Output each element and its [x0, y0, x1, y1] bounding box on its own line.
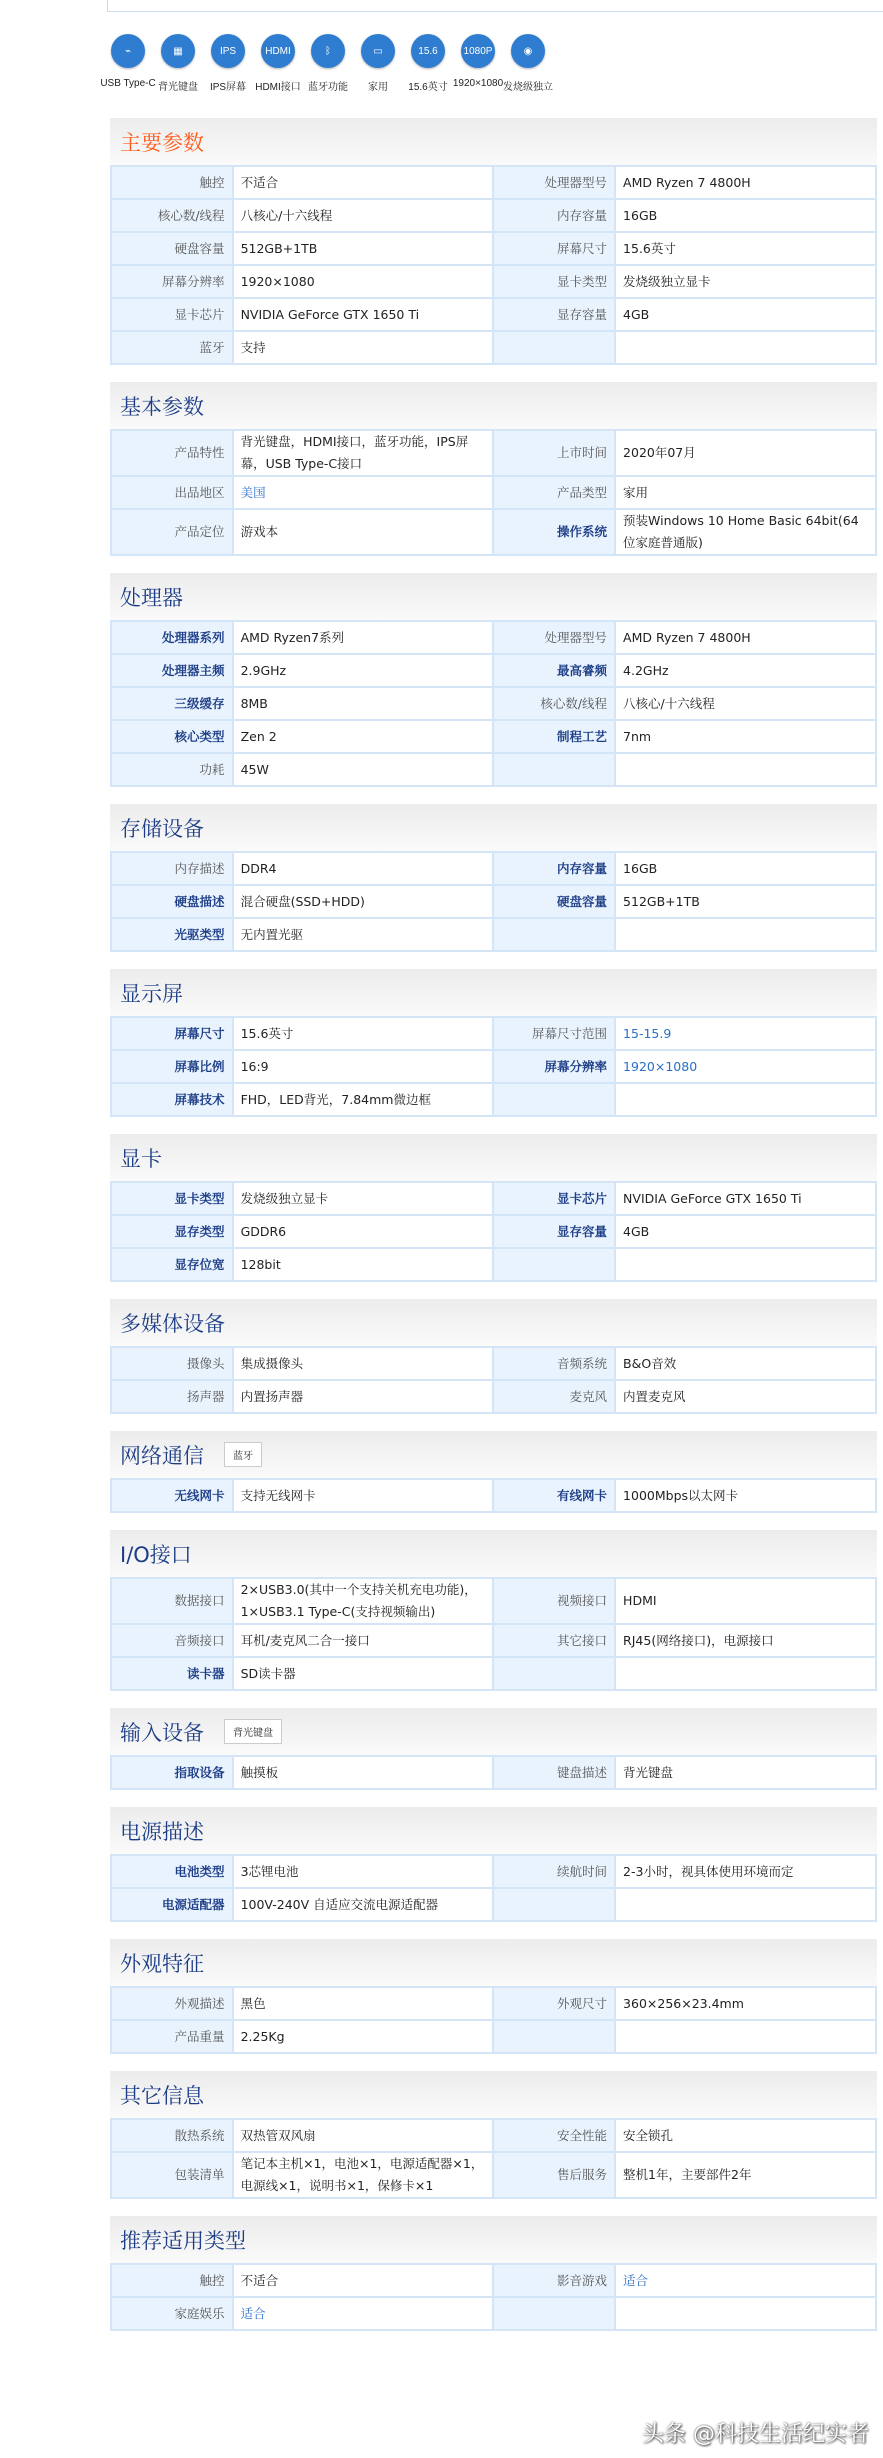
table-row: [111, 654, 876, 687]
spec-label: [493, 1083, 615, 1116]
feature-label: 蓝牙功能: [308, 82, 348, 93]
spec-label: [493, 331, 615, 364]
spec-value: 3芯锂电池: [233, 1855, 494, 1888]
spec-value: GDDR6: [233, 1215, 494, 1248]
feature-label: IPS屏幕: [209, 82, 247, 93]
spec-label: 外观描述: [111, 1987, 233, 2020]
spec-section: [110, 969, 877, 1117]
spec-label[interactable]: 内存容量: [493, 852, 615, 885]
spec-value: 512GB+1TB: [233, 232, 494, 265]
spec-label[interactable]: 最高睿频: [493, 654, 615, 687]
spec-label: 视频接口: [493, 1578, 615, 1624]
section-tag[interactable]: 蓝牙: [224, 1442, 262, 1467]
spec-section: [110, 1431, 877, 1513]
spec-value: 预装Windows 10 Home Basic 64bit(64位家庭普通版): [615, 509, 876, 555]
spec-label: [493, 1657, 615, 1690]
spec-label: 售后服务: [493, 2152, 615, 2198]
spec-value: 背光键盘: [615, 1756, 876, 1789]
spec-label: 屏幕分辨率: [111, 265, 233, 298]
spec-table: [110, 1986, 877, 2054]
spec-label: 上市时间: [493, 430, 615, 476]
table-row: [111, 918, 876, 951]
section-title: I/O接口: [120, 1542, 192, 1567]
spec-value: 1000Mbps以太网卡: [615, 1479, 876, 1512]
section-title: 网络通信: [120, 1443, 204, 1468]
section-title: 基本参数: [120, 394, 204, 419]
section-title: 存储设备: [120, 816, 204, 841]
spec-label: [493, 1248, 615, 1281]
section-title: 显卡: [120, 1146, 162, 1171]
spec-label: 续航时间: [493, 1855, 615, 1888]
feature-label: 15.6英寸: [408, 82, 448, 93]
spec-value: [615, 1248, 876, 1281]
spec-label: 显卡类型: [493, 265, 615, 298]
spec-label[interactable]: 指取设备: [111, 1756, 233, 1789]
spec-value: 15.6英寸: [233, 1017, 494, 1050]
table-row: [111, 687, 876, 720]
table-row: [111, 331, 876, 364]
table-row: [111, 1987, 876, 2020]
section-header: [110, 1708, 877, 1755]
table-row: [111, 1888, 876, 1921]
spec-label: 麦克风: [493, 1380, 615, 1413]
spec-value: 8MB: [233, 687, 494, 720]
spec-label[interactable]: 操作系统: [493, 509, 615, 555]
table-row: [111, 265, 876, 298]
screen-size-icon: 15.6: [411, 34, 445, 68]
spec-value: 2.9GHz: [233, 654, 494, 687]
spec-label: 触控: [111, 166, 233, 199]
spec-label[interactable]: 电源适配器: [111, 1888, 233, 1921]
spec-value: 内置麦克风: [615, 1380, 876, 1413]
feature-label: HDMI接口: [255, 82, 301, 93]
feature-item[interactable]: [100, 34, 156, 93]
spec-value: 家用: [615, 476, 876, 509]
spec-value: 黑色: [233, 1987, 494, 2020]
spec-value: [615, 753, 876, 786]
table-row: [111, 621, 876, 654]
spec-label: 处理器型号: [493, 166, 615, 199]
feature-item[interactable]: [203, 34, 253, 93]
spec-value: 双热管双风扇: [233, 2119, 494, 2152]
spec-value: [615, 1083, 876, 1116]
spec-value: 2-3小时，视具体使用环境而定: [615, 1855, 876, 1888]
spec-section: [110, 573, 877, 787]
spec-label: 蓝牙: [111, 331, 233, 364]
keyboard-icon: ▦: [161, 34, 195, 68]
spec-label: 产品类型: [493, 476, 615, 509]
section-header: [110, 382, 877, 429]
spec-label[interactable]: 屏幕尺寸: [111, 1017, 233, 1050]
spec-label: 硬盘容量: [111, 232, 233, 265]
spec-label: 屏幕尺寸: [493, 232, 615, 265]
table-row: [111, 1050, 876, 1083]
table-row: [111, 2152, 876, 2198]
spec-section: [110, 2216, 877, 2331]
section-title: 多媒体设备: [120, 1311, 225, 1336]
table-row: [111, 1215, 876, 1248]
spec-value: 无内置光驱: [233, 918, 494, 951]
spec-table: [110, 1181, 877, 1282]
spec-table: [110, 1577, 877, 1691]
feature-item[interactable]: [303, 34, 353, 93]
section-header: [110, 2071, 877, 2118]
spec-label: 产品特性: [111, 430, 233, 476]
resolution-icon: 1080P: [461, 34, 495, 68]
spec-value: B&O音效: [615, 1347, 876, 1380]
spec-section: [110, 1807, 877, 1922]
section-header: [110, 2216, 877, 2263]
spec-value: 100V-240V 自适应交流电源适配器: [233, 1888, 494, 1921]
spec-value: 1920×1080: [233, 265, 494, 298]
watermark: 头条 @科技生活纪实者: [642, 2422, 869, 2447]
spec-table: [110, 851, 877, 952]
spec-value[interactable]: 15-15.9: [615, 1017, 876, 1050]
bluetooth-icon: ᛒ: [311, 34, 345, 68]
spec-value: NVIDIA GeForce GTX 1650 Ti: [615, 1182, 876, 1215]
spec-value: 发烧级独立显卡: [615, 265, 876, 298]
spec-value: 16GB: [615, 199, 876, 232]
spec-table: [110, 1755, 877, 1790]
spec-value: [615, 1888, 876, 1921]
spec-label: 键盘描述: [493, 1756, 615, 1789]
spec-value[interactable]: 1920×1080: [615, 1050, 876, 1083]
spec-label: 核心数/线程: [111, 199, 233, 232]
spec-label[interactable]: 无线网卡: [111, 1479, 233, 1512]
spec-label[interactable]: 核心类型: [111, 720, 233, 753]
spec-label[interactable]: 显存容量: [493, 1215, 615, 1248]
spec-value: 支持无线网卡: [233, 1479, 494, 1512]
section-title: 处理器: [120, 585, 183, 610]
section-title: 输入设备: [120, 1720, 204, 1745]
section-header: [110, 1939, 877, 1986]
section-title: 电源描述: [120, 1819, 204, 1844]
spec-value: 混合硬盘(SSD+HDD): [233, 885, 494, 918]
alien-icon: ◉: [511, 34, 545, 68]
section-header: [110, 573, 877, 620]
spec-value[interactable]: 美国: [233, 476, 494, 509]
spec-value: 集成摄像头: [233, 1347, 494, 1380]
usb-icon: ⌁: [111, 34, 145, 68]
spec-value: DDR4: [233, 852, 494, 885]
spec-label: 产品重量: [111, 2020, 233, 2053]
spec-label: 功耗: [111, 753, 233, 786]
spec-section: [110, 2071, 877, 2199]
spec-value: [615, 2297, 876, 2330]
table-row: [111, 1083, 876, 1116]
spec-label: 安全性能: [493, 2119, 615, 2152]
table-row: [111, 1017, 876, 1050]
section-title: 显示屏: [120, 981, 183, 1006]
spec-section: [110, 1939, 877, 2054]
feature-label: USB Type-C: [100, 78, 156, 89]
table-row: [111, 298, 876, 331]
spec-label: 其它接口: [493, 1624, 615, 1657]
feature-label: 家用: [368, 82, 388, 93]
spec-value: 不适合: [233, 166, 494, 199]
spec-label[interactable]: 显存位宽: [111, 1248, 233, 1281]
section-header: [110, 1431, 877, 1478]
ips-icon: IPS: [211, 34, 245, 68]
section-header: [110, 1134, 877, 1181]
spec-value: 15.6英寸: [615, 232, 876, 265]
table-row: [111, 2264, 876, 2297]
spec-section: [110, 804, 877, 952]
table-row: [111, 1347, 876, 1380]
section-title: 推荐适用类型: [120, 2228, 246, 2253]
spec-table: [110, 2118, 877, 2199]
spec-section: [110, 1134, 877, 1282]
spec-label: 显存容量: [493, 298, 615, 331]
spec-label: 音频系统: [493, 1347, 615, 1380]
spec-label: 处理器型号: [493, 621, 615, 654]
spec-table: [110, 1346, 877, 1414]
spec-value: 2×USB3.0(其中一个支持关机充电功能)，1×USB3.1 Type-C(支持视频输出): [233, 1578, 494, 1624]
spec-value: NVIDIA GeForce GTX 1650 Ti: [233, 298, 494, 331]
table-row: [111, 476, 876, 509]
feature-label: 背光键盘: [158, 82, 198, 93]
spec-label[interactable]: 硬盘描述: [111, 885, 233, 918]
spec-value: 16GB: [615, 852, 876, 885]
table-row: [111, 199, 876, 232]
spec-table: [110, 2263, 877, 2331]
spec-table: [110, 1016, 877, 1117]
spec-label: 核心数/线程: [493, 687, 615, 720]
spec-value: HDMI: [615, 1578, 876, 1624]
table-row: [111, 509, 876, 555]
spec-value: FHD，LED背光，7.84mm微边框: [233, 1083, 494, 1116]
feature-label: 发烧级独立: [503, 82, 553, 93]
feature-icons: [100, 34, 553, 93]
spec-label: 摄像头: [111, 1347, 233, 1380]
spec-value[interactable]: 适合: [615, 2264, 876, 2297]
spec-value: 2.25Kg: [233, 2020, 494, 2053]
section-header: [110, 804, 877, 851]
spec-value: 笔记本主机×1，电池×1，电源适配器×1，电源线×1，说明书×1，保修卡×1: [233, 2152, 494, 2198]
spec-value: [615, 1657, 876, 1690]
spec-label[interactable]: 显卡芯片: [493, 1182, 615, 1215]
table-row: [111, 1657, 876, 1690]
spec-value: 耳机/麦克风二合一接口: [233, 1624, 494, 1657]
table-row: [111, 1182, 876, 1215]
spec-value: Zen 2: [233, 720, 494, 753]
spec-label: 产品定位: [111, 509, 233, 555]
spec-label[interactable]: 处理器主频: [111, 654, 233, 687]
spec-value[interactable]: 适合: [233, 2297, 494, 2330]
section-title: 外观特征: [120, 1951, 204, 1976]
feature-item[interactable]: [503, 34, 553, 93]
spec-value: RJ45(网络接口)，电源接口: [615, 1624, 876, 1657]
spec-label: 显卡芯片: [111, 298, 233, 331]
spec-label: 内存描述: [111, 852, 233, 885]
spec-value: 背光键盘，HDMI接口，蓝牙功能，IPS屏幕，USB Type-C接口: [233, 430, 494, 476]
spec-value: AMD Ryzen7系列: [233, 621, 494, 654]
section-header: [110, 1299, 877, 1346]
spec-label: [493, 2297, 615, 2330]
spec-value: 八核心/十六线程: [233, 199, 494, 232]
table-row: [111, 1855, 876, 1888]
spec-value: [615, 331, 876, 364]
spec-label[interactable]: 读卡器: [111, 1657, 233, 1690]
spec-label: 出品地区: [111, 476, 233, 509]
spec-value: 7nm: [615, 720, 876, 753]
spec-label[interactable]: 有线网卡: [493, 1479, 615, 1512]
spec-table: [110, 620, 877, 787]
table-row: [111, 1756, 876, 1789]
spec-label: 音频接口: [111, 1624, 233, 1657]
spec-value: 128bit: [233, 1248, 494, 1281]
spec-value: 4GB: [615, 298, 876, 331]
section-header: [110, 1807, 877, 1854]
spec-value: 45W: [233, 753, 494, 786]
top-panel-border: [107, 0, 883, 12]
spec-value: 360×256×23.4mm: [615, 1987, 876, 2020]
table-row: [111, 2020, 876, 2053]
table-row: [111, 885, 876, 918]
spec-label: 数据接口: [111, 1578, 233, 1624]
spec-value: AMD Ryzen 7 4800H: [615, 166, 876, 199]
spec-value: AMD Ryzen 7 4800H: [615, 621, 876, 654]
feature-label: 1920×1080: [452, 78, 504, 89]
feature-item[interactable]: [353, 34, 403, 93]
spec-label[interactable]: 显卡类型: [111, 1182, 233, 1215]
spec-section: [110, 382, 877, 556]
spec-label[interactable]: 硬盘容量: [493, 885, 615, 918]
spec-label: [493, 918, 615, 951]
spec-table: [110, 165, 877, 365]
home-laptop-icon: ▭: [361, 34, 395, 68]
spec-value: 支持: [233, 331, 494, 364]
spec-section: [110, 1530, 877, 1691]
table-row: [111, 852, 876, 885]
spec-label[interactable]: 制程工艺: [493, 720, 615, 753]
spec-label[interactable]: 屏幕分辨率: [493, 1050, 615, 1083]
spec-label[interactable]: 电池类型: [111, 1855, 233, 1888]
table-row: [111, 430, 876, 476]
spec-value: 2020年07月: [615, 430, 876, 476]
spec-section: [110, 1299, 877, 1414]
spec-label: 屏幕尺寸范围: [493, 1017, 615, 1050]
spec-table: [110, 1478, 877, 1513]
hdmi-icon: HDMI: [261, 34, 295, 68]
feature-item[interactable]: [153, 34, 203, 93]
spec-value: 512GB+1TB: [615, 885, 876, 918]
spec-label: [493, 2020, 615, 2053]
table-row: [111, 1578, 876, 1624]
section-header: [110, 118, 877, 165]
spec-label[interactable]: 光驱类型: [111, 918, 233, 951]
spec-label: [493, 753, 615, 786]
spec-sections: [110, 118, 877, 2348]
spec-label[interactable]: 屏幕比例: [111, 1050, 233, 1083]
spec-value: 八核心/十六线程: [615, 687, 876, 720]
spec-section: [110, 1708, 877, 1790]
table-row: [111, 720, 876, 753]
spec-label: 扬声器: [111, 1380, 233, 1413]
section-header: [110, 969, 877, 1016]
section-title: 其它信息: [120, 2083, 204, 2108]
spec-label[interactable]: 处理器系列: [111, 621, 233, 654]
spec-value: 16:9: [233, 1050, 494, 1083]
feature-item[interactable]: [403, 34, 453, 93]
spec-label: [493, 1888, 615, 1921]
spec-section: [110, 118, 877, 365]
spec-label: 包装清单: [111, 2152, 233, 2198]
spec-label[interactable]: 三级缓存: [111, 687, 233, 720]
spec-value: 发烧级独立显卡: [233, 1182, 494, 1215]
table-row: [111, 1380, 876, 1413]
spec-value: 触摸板: [233, 1756, 494, 1789]
spec-label: 触控: [111, 2264, 233, 2297]
spec-value: 安全锁孔: [615, 2119, 876, 2152]
spec-table: [110, 1854, 877, 1922]
table-row: [111, 2119, 876, 2152]
table-row: [111, 1248, 876, 1281]
table-row: [111, 753, 876, 786]
spec-label: 内存容量: [493, 199, 615, 232]
table-row: [111, 2297, 876, 2330]
spec-value: 4.2GHz: [615, 654, 876, 687]
section-tag[interactable]: 背光键盘: [224, 1719, 282, 1744]
spec-label: 影音游戏: [493, 2264, 615, 2297]
spec-value: [615, 918, 876, 951]
spec-value: 整机1年，主要部件2年: [615, 2152, 876, 2198]
spec-label: 散热系统: [111, 2119, 233, 2152]
section-header: [110, 1530, 877, 1577]
table-row: [111, 232, 876, 265]
section-title: 主要参数: [120, 130, 204, 155]
feature-item[interactable]: [253, 34, 303, 93]
spec-value: SD读卡器: [233, 1657, 494, 1690]
spec-label[interactable]: 显存类型: [111, 1215, 233, 1248]
feature-item[interactable]: [453, 34, 503, 93]
spec-value: 4GB: [615, 1215, 876, 1248]
spec-value: 游戏本: [233, 509, 494, 555]
table-row: [111, 1479, 876, 1512]
spec-value: [615, 2020, 876, 2053]
table-row: [111, 166, 876, 199]
table-row: [111, 1624, 876, 1657]
spec-label: 家庭娱乐: [111, 2297, 233, 2330]
spec-table: [110, 429, 877, 556]
spec-label: 外观尺寸: [493, 1987, 615, 2020]
spec-value: 内置扬声器: [233, 1380, 494, 1413]
spec-label[interactable]: 屏幕技术: [111, 1083, 233, 1116]
spec-value: 不适合: [233, 2264, 494, 2297]
